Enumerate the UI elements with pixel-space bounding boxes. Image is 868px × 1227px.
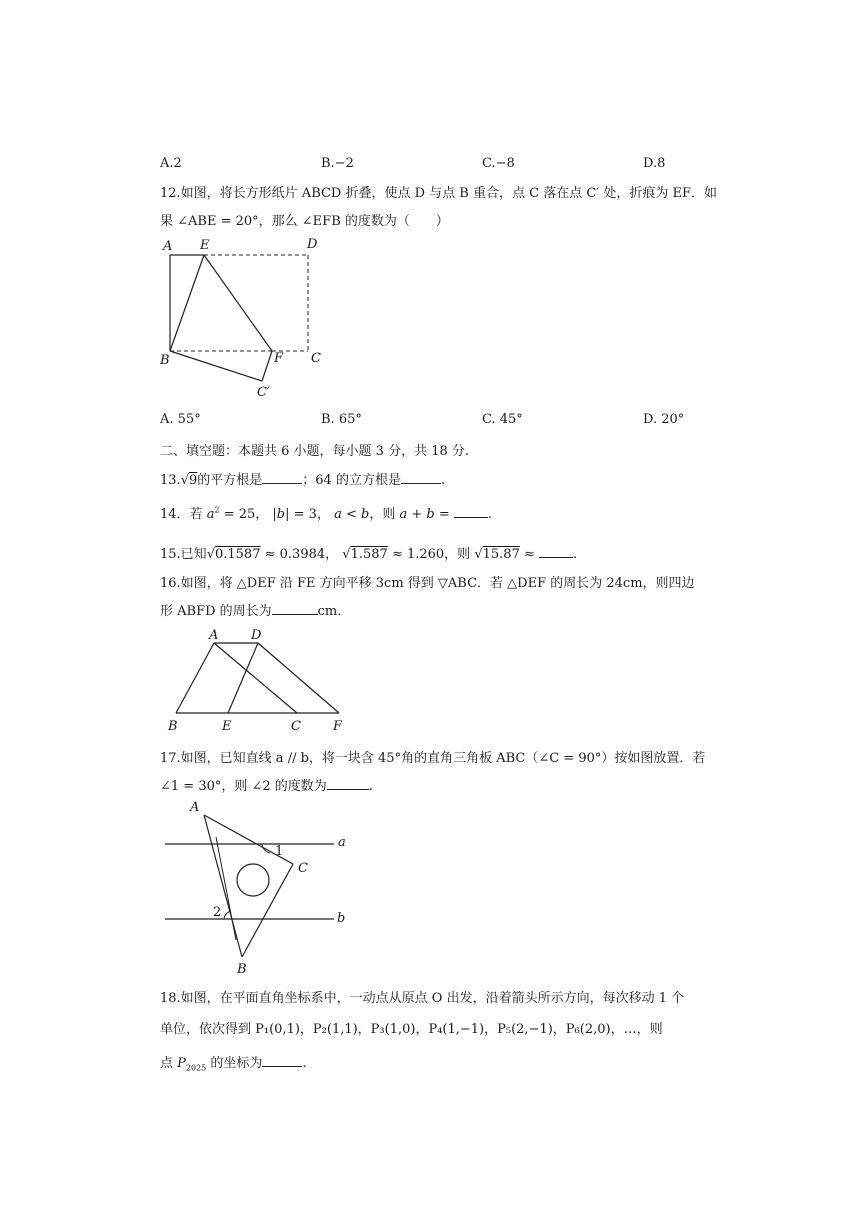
- q16-label-d: D: [251, 628, 262, 643]
- q13-text-sep: ；64 的立方根是: [302, 473, 401, 488]
- q18-point-p: P: [177, 1056, 186, 1071]
- q16-label-f: F: [333, 719, 343, 734]
- q15-sqrt-1-symbol: √: [206, 547, 215, 562]
- q15-value-2: ≈ 1.260，则: [391, 547, 471, 562]
- q15-end: .: [573, 547, 578, 562]
- q16-line2-text: 形 ABFD 的周长为: [160, 604, 272, 619]
- q12-label-f: F: [274, 351, 284, 366]
- q13-prefix: 13.: [160, 473, 181, 488]
- q13-radicand: 9: [188, 473, 198, 488]
- q16-label-e: E: [222, 719, 232, 734]
- q14-sum: a + b =: [399, 507, 450, 522]
- q17-label-a: A: [190, 800, 200, 815]
- q15-radicand-3: 15.87: [482, 547, 520, 562]
- q15-sqrt-3-symbol: √: [474, 547, 483, 562]
- q12-label-d: D: [307, 237, 318, 252]
- q13-end: .: [440, 473, 446, 488]
- q11-option-d: D.8: [643, 156, 666, 171]
- q17-label-line-a: a: [338, 835, 346, 850]
- q18-line3-text: 的坐标为: [210, 1056, 263, 1071]
- q14-eq1: = 25，: [223, 507, 269, 522]
- q12-option-d: D. 20°: [643, 412, 685, 427]
- q12-label-c-prime: C′: [257, 385, 270, 400]
- q12-label-a: A: [163, 239, 173, 254]
- section-2-heading: 二、填空题：本题共 6 小题，每小题 3 分，共 18 分.: [160, 444, 470, 459]
- q12-option-b: B. 65°: [321, 412, 362, 427]
- q15-radicand-1: 0.1587: [214, 547, 261, 562]
- q16-label-c: C: [291, 719, 301, 734]
- q15-approx: ≈: [523, 547, 535, 562]
- q14-end: .: [487, 507, 493, 522]
- q14-eq2: = 3，: [293, 507, 330, 522]
- q14-abs-bar-left: |: [272, 507, 277, 522]
- q15-prefix: 15.已知: [160, 547, 207, 562]
- q11-option-c: C.−8: [482, 156, 515, 171]
- q17-line2-end: .: [368, 779, 373, 794]
- q16-stem-line1: 16.如图，将 △DEF 沿 FE 方向平移 3cm 得到 ▽ABC．若 △DEF 的周长为 24cm，则四边: [160, 576, 695, 591]
- q12-label-e: E: [200, 238, 210, 253]
- q14-abs-b: b: [276, 507, 286, 522]
- q16-line2-unit: cm．: [317, 604, 351, 619]
- q15-sqrt-2-symbol: √: [342, 547, 351, 562]
- q12-stem-line1: 12.如图，将长方形纸片 ABCD 折叠，使点 D 与点 B 重合，点 C 落在点 C′ 处，折痕为 EF．如: [160, 186, 718, 201]
- q14-var-a: a: [206, 507, 215, 522]
- q13-text-mid: 的平方根是: [197, 473, 263, 488]
- q15-radicand-2: 1.587: [350, 547, 388, 562]
- q17-line2-text: ∠1 = 30°，则 ∠2 的度数为: [160, 779, 327, 794]
- q17-label-b: B: [237, 962, 247, 977]
- q12-option-c: C. 45°: [482, 412, 523, 427]
- q12-option-a: A. 55°: [160, 412, 201, 427]
- q17-label-c: C: [298, 861, 308, 876]
- q16-label-b: B: [168, 719, 178, 734]
- q18-blank[interactable]: [262, 1054, 302, 1067]
- q18-line3-prefix: 点: [160, 1056, 174, 1071]
- q14-exponent: 2: [214, 505, 220, 515]
- q18-line3-end: .: [302, 1056, 307, 1071]
- q14-then: ，则: [369, 507, 396, 522]
- q11-option-a: A.2: [160, 156, 182, 171]
- q14-inequality: a < b: [334, 507, 370, 522]
- q14-abs-bar-right: |: [285, 507, 290, 522]
- q18-stem-line1: 18.如图，在平面直角坐标系中，一动点从原点 O 出发，沿着箭头所示方向，每次移动 1 个: [160, 991, 685, 1006]
- q17-label-line-b: b: [337, 911, 346, 926]
- q18-stem-line2: 单位，依次得到 P₁(0,1)，P₂(1,1)，P₃(1,0)，P₄(1,−1)，P₅(2,−1)，P₆(2,0)，…，则: [160, 1022, 663, 1037]
- q15-value-1: ≈ 0.3984，: [264, 547, 339, 562]
- q12-stem-line2: 果 ∠ABE = 20°，那么 ∠EFB 的度数为（ ）: [160, 214, 449, 229]
- q17-label-angle-2: 2: [213, 905, 222, 920]
- q12-label-c: C: [311, 351, 321, 366]
- q14-prefix: 14．若: [160, 507, 203, 522]
- q13-sqrt-symbol: √: [180, 473, 189, 488]
- q16-label-a: A: [209, 628, 219, 643]
- q18-point-subscript: 2025: [185, 1063, 207, 1073]
- q17-stem-line1: 17.如图，已知直线 a // b，将一块含 45°角的直角三角板 ABC（∠C = 90°）按如图放置．若: [160, 751, 706, 766]
- q18-stem-line3: [160, 1052, 307, 1073]
- q12-label-b: B: [160, 353, 170, 368]
- q17-label-angle-1: 1: [275, 844, 284, 859]
- q11-option-b: B.−2: [321, 156, 354, 171]
